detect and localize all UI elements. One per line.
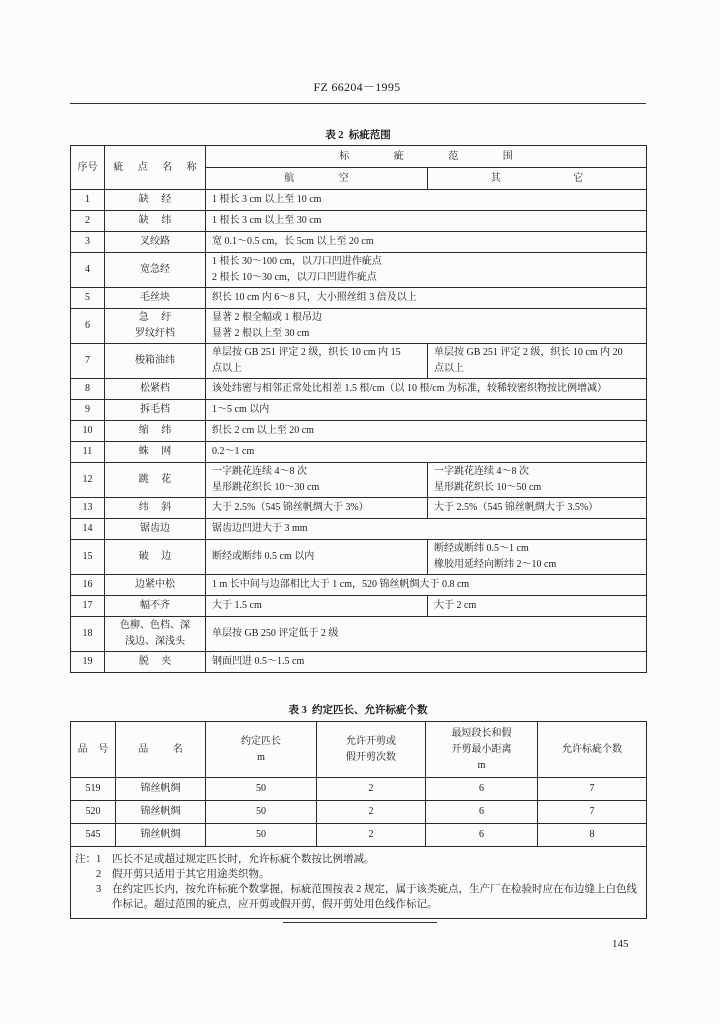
marking-range-all xyxy=(206,288,647,309)
note-label-spacer xyxy=(75,882,96,912)
row-number: 5 xyxy=(71,288,105,309)
marking-range-all xyxy=(206,190,647,211)
agreed-piece-length: 50 xyxy=(206,824,317,847)
table2-row xyxy=(71,288,647,309)
cell-line: 大于 2.5%（545 锦丝帆绸大于 3.5%） xyxy=(434,502,599,513)
cell-line: 缩 纬 xyxy=(138,425,172,436)
cell-line: 大于 2 cm xyxy=(434,600,477,611)
marking-range-aviation xyxy=(206,344,428,379)
cell-line: 纬 斜 xyxy=(138,502,172,513)
cell-line: 1 根长 3 cm 以上至 30 cm xyxy=(212,215,322,226)
cell-line: 缺 经 xyxy=(138,194,172,205)
table2-row xyxy=(71,344,647,379)
marking-range-other xyxy=(428,463,647,498)
defect-name xyxy=(105,519,206,540)
row-number: 18 xyxy=(71,617,105,652)
product-name: 锦丝帆绸 xyxy=(116,824,206,847)
cell-line: 急 纡 xyxy=(138,312,172,323)
header-defect-name: 疵 点 名 称 xyxy=(105,146,206,190)
cell-line: 幅不齐 xyxy=(140,600,170,611)
header-line: 允许标疵个数 xyxy=(562,743,622,755)
defect-name xyxy=(105,211,206,232)
defect-name xyxy=(105,652,206,673)
note-number: 2 xyxy=(96,869,102,880)
cell-line: 织长 2 cm 以上至 20 cm xyxy=(212,425,314,436)
row-number: 14 xyxy=(71,519,105,540)
defect-name xyxy=(105,288,206,309)
marking-range-all xyxy=(206,400,647,421)
defect-name xyxy=(105,344,206,379)
header-min-segment xyxy=(426,722,538,778)
header-line: 品 名 xyxy=(138,743,183,755)
row-number: 4 xyxy=(71,253,105,288)
defect-name xyxy=(105,498,206,519)
cell-line: 显著 2 根以上至 30 cm xyxy=(212,328,310,339)
cell-line: 破 边 xyxy=(138,551,172,562)
page-number: 145 xyxy=(612,938,629,950)
cell-line: 大于 2.5%（545 锦丝帆绸大于 3%） xyxy=(212,502,369,513)
allowed-defect-marks: 7 xyxy=(538,801,647,824)
row-number: 19 xyxy=(71,652,105,673)
table2-header-row xyxy=(71,146,647,168)
end-rule xyxy=(283,922,437,923)
cell-line: 跳 花 xyxy=(138,474,172,485)
cell-line: 断经或断纬 0.5～1 cm xyxy=(434,543,529,554)
defect-name xyxy=(105,540,206,575)
table2-row xyxy=(71,379,647,400)
agreed-piece-length: 50 xyxy=(206,801,317,824)
cell-line: 锯齿边凹进大于 3 mm xyxy=(212,523,308,534)
allowed-cut-count: 2 xyxy=(317,801,426,824)
row-number: 13 xyxy=(71,498,105,519)
table2-title: 表 2 标疵范围 xyxy=(325,130,391,141)
note-item xyxy=(75,867,640,882)
document-code: FZ 66204－1995 xyxy=(313,80,401,94)
table2-head xyxy=(71,146,647,190)
marking-range-all xyxy=(206,379,647,400)
cell-line: 大于 1.5 cm xyxy=(212,600,262,611)
header-line: 品 号 xyxy=(77,743,109,755)
note-item xyxy=(75,882,640,912)
table2-row xyxy=(71,309,647,344)
note-number: 1 xyxy=(96,854,102,865)
row-number: 6 xyxy=(71,309,105,344)
cell-line: 一字跳花连续 4～8 次 xyxy=(212,466,307,477)
defect-marking-range-table xyxy=(70,145,647,673)
cell-line: 宽 0.1～0.5 cm，长 5cm 以上至 20 cm xyxy=(212,236,374,247)
defect-name xyxy=(105,190,206,211)
table2-row xyxy=(71,211,647,232)
marking-range-all xyxy=(206,211,647,232)
marking-range-all xyxy=(206,309,647,344)
allowed-cut-count: 2 xyxy=(317,778,426,801)
defect-name xyxy=(105,379,206,400)
product-code: 519 xyxy=(71,778,116,801)
cell-line: 橡胶用延经向断纬 2～10 cm xyxy=(434,559,557,570)
header-product-name xyxy=(116,722,206,778)
table3-title: 表 3 约定匹长、允许标疵个数 xyxy=(288,705,428,716)
product-row xyxy=(71,778,647,801)
cell-line: 1～5 cm 以内 xyxy=(212,404,270,415)
table2-body xyxy=(71,190,647,673)
row-number: 2 xyxy=(71,211,105,232)
marking-range-all xyxy=(206,253,647,288)
note-text: 假开剪只适用于其它用途类织物。 xyxy=(112,869,270,880)
table2-row xyxy=(71,421,647,442)
cell-line: 单层按 GB 251 评定 2 级，织长 10 cm 内 20 xyxy=(434,347,623,358)
marking-range-all xyxy=(206,232,647,253)
notes-cell xyxy=(71,847,647,919)
allowed-defect-marks: 8 xyxy=(538,824,647,847)
row-number: 9 xyxy=(71,400,105,421)
marking-range-other xyxy=(428,498,647,519)
cell-line: 断经或断纬 0.5 cm 以内 xyxy=(212,551,315,562)
piece-length-table xyxy=(70,721,647,919)
table2-row xyxy=(71,190,647,211)
header-line: 假开剪次数 xyxy=(346,751,396,763)
marking-range-all xyxy=(206,652,647,673)
defect-name xyxy=(105,309,206,344)
marking-range-other xyxy=(428,344,647,379)
cell-line: 织长 10 cm 内 6～8 只，大小照丝组 3 倍及以上 xyxy=(212,292,417,303)
notes-row xyxy=(71,847,647,919)
header-line: 约定匹长 xyxy=(241,735,281,747)
note-label: 注： xyxy=(75,854,96,865)
note-text: 匹长不足或超过规定匹长时，允许标疵个数按比例增减。 xyxy=(112,854,375,865)
header-line: 允许开剪或 xyxy=(346,735,396,747)
row-number: 10 xyxy=(71,421,105,442)
note-item xyxy=(75,852,640,867)
marking-range-aviation xyxy=(206,498,428,519)
table2-row xyxy=(71,400,647,421)
allowed-cut-count: 2 xyxy=(317,824,426,847)
cell-line: 单层按 GB 250 评定低于 2 级 xyxy=(212,628,339,639)
row-number: 11 xyxy=(71,442,105,463)
cell-line: 该处纬密与相邻正常处比相差 1.5 根/cm（以 10 根/cm 为标准，较稀较密织物按比例增减） xyxy=(212,383,607,394)
table3-body xyxy=(71,778,647,919)
min-segment-length: 6 xyxy=(426,778,538,801)
row-number: 16 xyxy=(71,575,105,596)
cell-line: 显著 2 根全幅或 1 根吊边 xyxy=(212,312,322,323)
cell-line: 叉绞路 xyxy=(140,236,170,247)
marking-range-all xyxy=(206,575,647,596)
header-line: 开剪最小距离 xyxy=(451,743,512,755)
cell-line: 单层按 GB 251 评定 2 级，织长 10 cm 内 15 xyxy=(212,347,401,358)
row-number: 15 xyxy=(71,540,105,575)
defect-name xyxy=(105,575,206,596)
marking-range-other xyxy=(428,540,647,575)
marking-range-aviation xyxy=(206,596,428,617)
header-allowed-cuts xyxy=(317,722,426,778)
cell-line: 一字跳花连续 4～8 次 xyxy=(434,466,529,477)
cell-line: 色柳、色档、深 xyxy=(120,620,190,631)
table3-header-row xyxy=(71,722,647,778)
agreed-piece-length: 50 xyxy=(206,778,317,801)
table2-row xyxy=(71,519,647,540)
cell-line: 0.2～1 cm xyxy=(212,446,255,457)
marking-range-all xyxy=(206,617,647,652)
min-segment-length: 6 xyxy=(426,824,538,847)
row-number: 7 xyxy=(71,344,105,379)
allowed-defect-marks: 7 xyxy=(538,778,647,801)
header-line: 最短段长和假 xyxy=(451,727,512,739)
marking-range-aviation xyxy=(206,463,428,498)
row-number: 8 xyxy=(71,379,105,400)
row-number: 17 xyxy=(71,596,105,617)
row-number: 1 xyxy=(71,190,105,211)
note-text: 在约定匹长内，按允许标疵个数掌握，标疵范围按表 2 规定，属于该类疵点，生产厂在检验时应在布边缝上白色线作标记。超过范围的疵点，应开剪或假开剪，假开剪处用色线作标记。 xyxy=(112,884,637,910)
product-row xyxy=(71,801,647,824)
cell-line: 点以上 xyxy=(434,363,464,374)
defect-name xyxy=(105,253,206,288)
cell-line: 蛛 网 xyxy=(138,446,172,457)
cell-line: 浅边、深浅头 xyxy=(125,636,185,647)
cell-line: 宽急经 xyxy=(140,264,170,275)
marking-range-all xyxy=(206,442,647,463)
header-unit: m xyxy=(257,751,265,763)
cell-line: 毛丝块 xyxy=(140,292,170,303)
cell-line: 钢面凹进 0.5～1.5 cm xyxy=(212,656,305,667)
header-unit: m xyxy=(477,759,486,771)
header-rule xyxy=(70,103,646,104)
min-segment-length: 6 xyxy=(426,801,538,824)
product-name: 锦丝帆绸 xyxy=(116,778,206,801)
cell-line: 脱 夹 xyxy=(138,656,172,667)
cell-line: 拆毛档 xyxy=(140,404,170,415)
header-other: 其 它 xyxy=(428,168,647,190)
defect-name xyxy=(105,421,206,442)
marking-range-all xyxy=(206,519,647,540)
cell-line: 边紧中松 xyxy=(135,579,175,590)
cell-line: 点以上 xyxy=(212,363,242,374)
marking-range-aviation xyxy=(206,540,428,575)
cell-line: 1 根长 30～100 cm，以刀口凹进作疵点 xyxy=(212,256,382,267)
product-row xyxy=(71,824,647,847)
table2-row xyxy=(71,540,647,575)
cell-line: 1 m 长中间与边部相比大于 1 cm，520 锦丝帆绸大于 0.8 cm xyxy=(212,579,470,590)
cell-line: 缺 纬 xyxy=(138,215,172,226)
header-allowed-marks xyxy=(538,722,647,778)
defect-name xyxy=(105,596,206,617)
table2-row xyxy=(71,596,647,617)
table2-row xyxy=(71,232,647,253)
marking-range-all xyxy=(206,421,647,442)
defect-name xyxy=(105,463,206,498)
note-label-spacer xyxy=(75,867,96,882)
product-code: 545 xyxy=(71,824,116,847)
header-aviation: 航 空 xyxy=(206,168,428,190)
cell-line: 松紧档 xyxy=(140,383,170,394)
defect-name xyxy=(105,442,206,463)
cell-line: 星形跳花织长 10～50 cm xyxy=(434,482,542,493)
row-number: 12 xyxy=(71,463,105,498)
cell-line: 锯齿边 xyxy=(140,523,170,534)
note-number: 3 xyxy=(96,884,102,895)
table2-row xyxy=(71,253,647,288)
defect-name xyxy=(105,617,206,652)
table2-row xyxy=(71,575,647,596)
row-number: 3 xyxy=(71,232,105,253)
table2-row xyxy=(71,442,647,463)
table3-head xyxy=(71,722,647,778)
cell-line: 星形跳花织长 10～30 cm xyxy=(212,482,320,493)
header-serial-no: 序号 xyxy=(71,146,105,190)
product-code: 520 xyxy=(71,801,116,824)
marking-range-other xyxy=(428,596,647,617)
product-name: 锦丝帆绸 xyxy=(116,801,206,824)
defect-name xyxy=(105,232,206,253)
table2-row xyxy=(71,617,647,652)
header-product-code xyxy=(71,722,116,778)
header-marking-range: 标 疵 范 围 xyxy=(206,146,647,168)
cell-line: 2 根长 10～30 cm，以刀口凹进作疵点 xyxy=(212,272,377,283)
table2-row xyxy=(71,463,647,498)
table2-row xyxy=(71,498,647,519)
header-agreed-length xyxy=(206,722,317,778)
cell-line: 罗纹纡档 xyxy=(135,328,175,339)
defect-name xyxy=(105,400,206,421)
cell-line: 1 根长 3 cm 以上至 10 cm xyxy=(212,194,322,205)
cell-line: 梭箱油纬 xyxy=(135,355,175,366)
table2-row xyxy=(71,652,647,673)
